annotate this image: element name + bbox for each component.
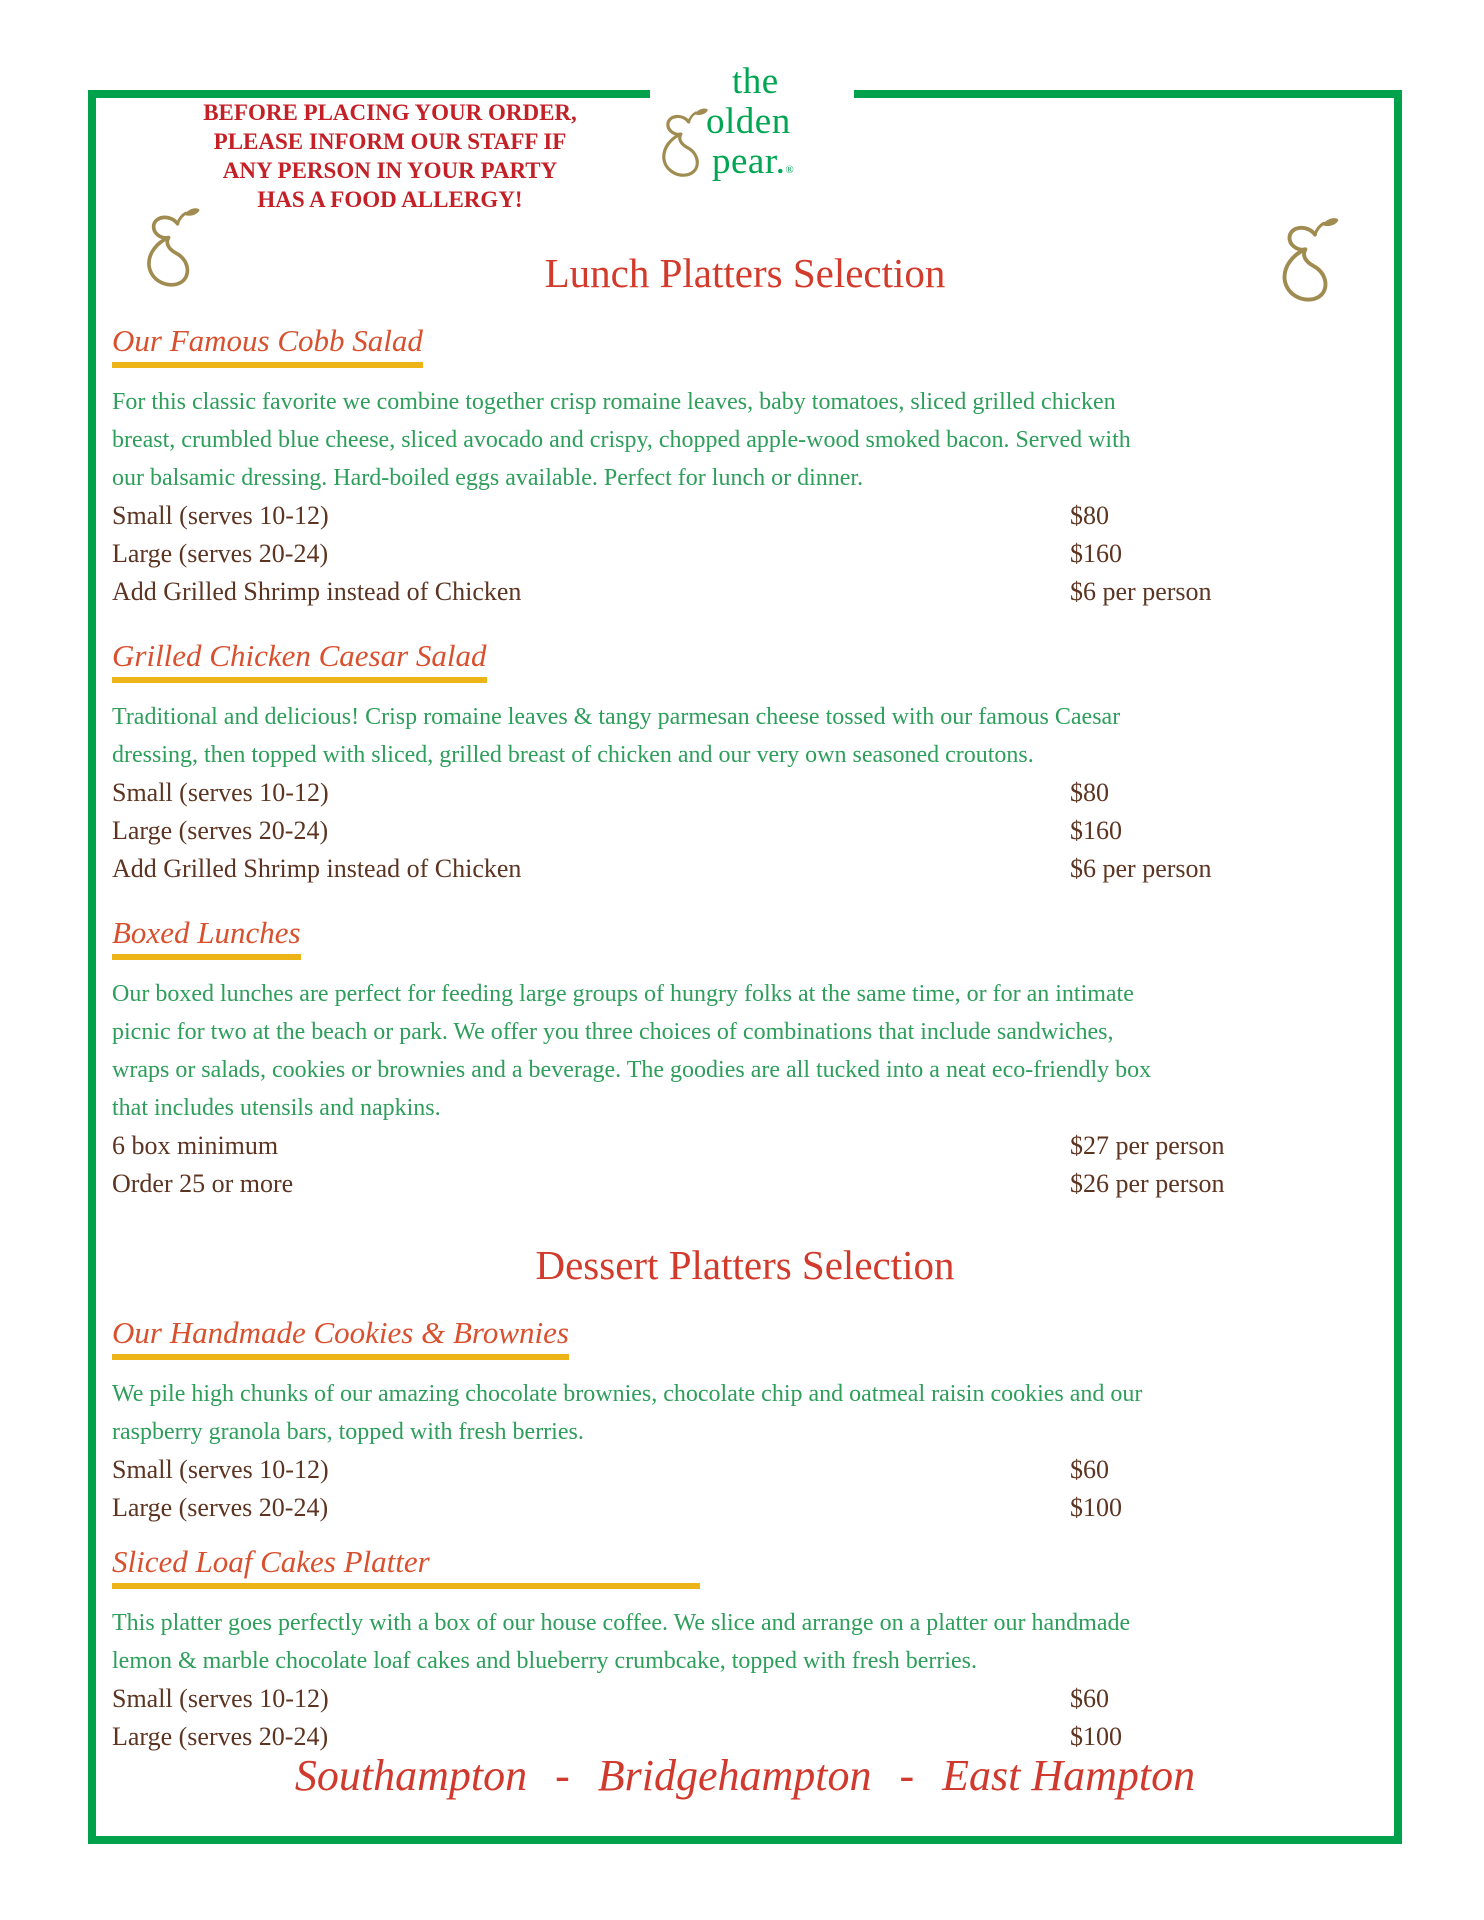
price-row — [112, 1165, 1402, 1203]
golden-pear-logo — [650, 52, 854, 228]
price-label: Large (serves 20-24) — [112, 816, 329, 845]
price-label: Large (serves 20-24) — [112, 539, 329, 568]
price-row — [112, 573, 1402, 611]
item-heading-caesar-salad: Grilled Chicken Caesar Salad — [112, 637, 487, 683]
price-label: Add Grilled Shrimp instead of Chicken — [112, 854, 522, 883]
item-description: Our boxed lunches are perfect for feeding large groups of hungry folks at the same time, or for an intimate picnic for two at the beach or park. We offer you three choices of combinations that include sandwiches, wraps or salads, cookies or brownies and a beverage. The goodies are all tucked into a neat eco-friendly box that includes utensils and napkins. — [112, 981, 1152, 1121]
location-bridgehampton: Bridgehampton — [597, 1751, 872, 1800]
price-row — [112, 535, 1402, 573]
price-row — [112, 1489, 1402, 1527]
price-label: Large (serves 20-24) — [112, 1722, 329, 1751]
item-description: Traditional and delicious! Crisp romaine leaves & tangy parmesan cheese tossed with our famous Caesar dressing, then topped with sliced, grilled breast of chicken and our very own seasoned croutons. — [112, 704, 1121, 768]
price-value: $160 — [1070, 816, 1122, 845]
price-label: Small (serves 10-12) — [112, 1455, 329, 1484]
price-label: Small (serves 10-12) — [112, 778, 329, 807]
price-list — [112, 1680, 1402, 1756]
price-list — [112, 497, 1402, 611]
price-value: $80 — [1070, 778, 1109, 807]
price-value: $100 — [1070, 1493, 1122, 1522]
price-value: $26 per person — [1070, 1169, 1225, 1198]
registered-mark: ® — [785, 164, 795, 176]
logo-word-the: the — [732, 61, 779, 102]
location-east-hampton: East Hampton — [942, 1751, 1196, 1800]
dessert-section-title: Dessert Platters Selection — [535, 1242, 955, 1288]
item-heading-cobb-salad: Our Famous Cobb Salad — [112, 322, 423, 368]
lunch-section — [112, 322, 1402, 1203]
price-value: $6 per person — [1070, 854, 1212, 883]
item-description: This platter goes perfectly with a box of our house coffee. We slice and arrange on a platter our handmade lemon & marble chocolate loaf cakes and blueberry crumbcake, topped with fresh berries. — [112, 1610, 1131, 1674]
item-description: For this classic favorite we combine together crisp romaine leaves, baby tomatoes, sliced grilled chicken breast, crumbled blue cheese, sliced avocado and crispy, chopped apple-wood smoked bacon. Served with our balsamic dressing. Hard-boiled eggs available. Perfect for lunch or dinner. — [112, 389, 1131, 491]
price-value: $6 per person — [1070, 577, 1212, 606]
logo-word-golden: olden — [706, 101, 791, 142]
price-value: $27 per person — [1070, 1131, 1225, 1160]
location-southampton: Southampton — [294, 1751, 528, 1800]
lunch-section-title: Lunch Platters Selection — [544, 250, 946, 296]
dessert-section — [112, 1314, 1402, 1756]
price-label: Large (serves 20-24) — [112, 1493, 329, 1522]
price-value: $60 — [1070, 1455, 1109, 1484]
item-heading-loaf-cakes: Sliced Loaf Cakes Platter — [112, 1543, 700, 1589]
price-label: Small (serves 10-12) — [112, 501, 329, 530]
allergy-notice — [178, 98, 602, 214]
pear-icon — [656, 106, 710, 182]
price-list — [112, 1451, 1402, 1527]
price-row — [112, 1680, 1402, 1718]
logo-wordmark — [706, 62, 794, 190]
allergy-line: ANY PERSON IN YOUR PARTY — [222, 158, 558, 183]
item-heading-boxed-lunches: Boxed Lunches — [112, 914, 301, 960]
price-row — [112, 497, 1402, 535]
price-row — [112, 850, 1402, 888]
location-separator: - — [899, 1751, 915, 1800]
price-label: Order 25 or more — [112, 1169, 294, 1198]
price-label: Small (serves 10-12) — [112, 1684, 329, 1713]
item-heading-cookies-brownies: Our Handmade Cookies & Brownies — [112, 1314, 569, 1360]
price-row — [112, 1127, 1402, 1165]
allergy-line: BEFORE PLACING YOUR ORDER, — [203, 100, 577, 125]
location-separator: - — [555, 1751, 570, 1800]
price-value: $100 — [1070, 1722, 1122, 1751]
price-row — [112, 774, 1402, 812]
price-value: $60 — [1070, 1684, 1109, 1713]
item-description: We pile high chunks of our amazing chocolate brownies, chocolate chip and oatmeal raisin cookies and our raspberry granola bars, topped with fresh berries. — [112, 1381, 1143, 1445]
locations-footer — [88, 1748, 1402, 1804]
price-label: Add Grilled Shrimp instead of Chicken — [112, 577, 522, 606]
logo-word-pear: pear.® — [712, 141, 795, 182]
allergy-line: PLEASE INFORM OUR STAFF IF — [213, 129, 567, 154]
price-label: 6 box minimum — [112, 1131, 279, 1160]
allergy-line: HAS A FOOD ALLERGY! — [257, 187, 523, 212]
price-row — [112, 812, 1402, 850]
price-row — [112, 1451, 1402, 1489]
price-value: $80 — [1070, 501, 1109, 530]
price-list — [112, 774, 1402, 888]
price-value: $160 — [1070, 539, 1122, 568]
price-list — [112, 1127, 1402, 1203]
